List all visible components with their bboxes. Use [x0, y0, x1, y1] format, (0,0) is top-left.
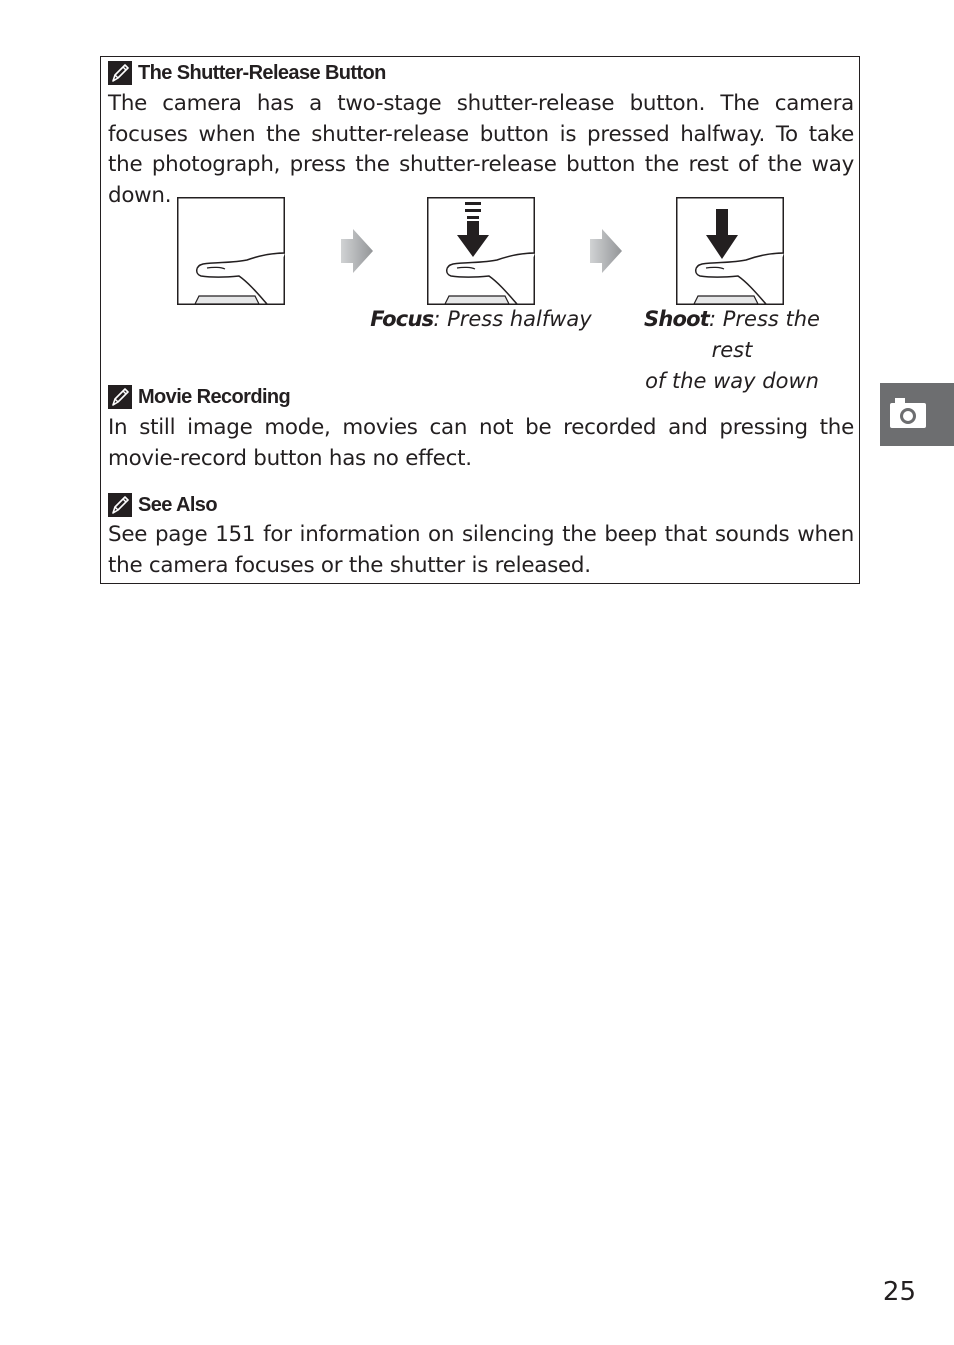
arrow-right-icon	[588, 229, 624, 273]
focus-caption	[363, 304, 599, 335]
note-heading-see-also	[108, 492, 217, 518]
note-title: The Shutter-Release Button	[138, 61, 386, 84]
note-body: In still image mode, movies can not be recorded and pressing the movie-record button has no effect.	[108, 415, 854, 471]
shoot-caption	[621, 304, 843, 397]
note-box	[100, 56, 860, 584]
shoot-label: Shoot	[644, 307, 709, 331]
arrow-right-icon	[339, 229, 375, 273]
note-heading-shutter-release	[108, 60, 386, 86]
pencil-note-icon	[108, 61, 132, 85]
shoot-text-line2: of the way down	[645, 369, 819, 393]
note-title: See Also	[138, 493, 217, 516]
camera-icon	[880, 383, 954, 446]
focus-label: Focus	[370, 307, 434, 331]
page-number: 25	[882, 1277, 916, 1307]
shoot-text: : Press the rest	[708, 307, 820, 362]
focus-press-halfway-illustration	[427, 197, 535, 305]
shoot-press-fully-illustration	[676, 197, 784, 305]
pencil-note-icon	[108, 385, 132, 409]
finger-on-button-illustration	[177, 197, 285, 305]
note-title: Movie Recording	[138, 385, 291, 408]
focus-text: : Press halfway	[433, 307, 592, 331]
note-body: See page 151 for information on silencing the beep that sounds when the camera focuses or the shutter is released.	[108, 522, 854, 578]
pencil-note-icon	[108, 493, 132, 517]
note-body: The camera has a two-stage shutter-release button. The camera focuses when the shutter-release button is pressed halfway. To take the photograph, press the shutter-release button the rest of the way down.	[108, 91, 854, 208]
note-heading-movie-recording	[108, 384, 290, 410]
chapter-tab[interactable]	[880, 383, 954, 446]
